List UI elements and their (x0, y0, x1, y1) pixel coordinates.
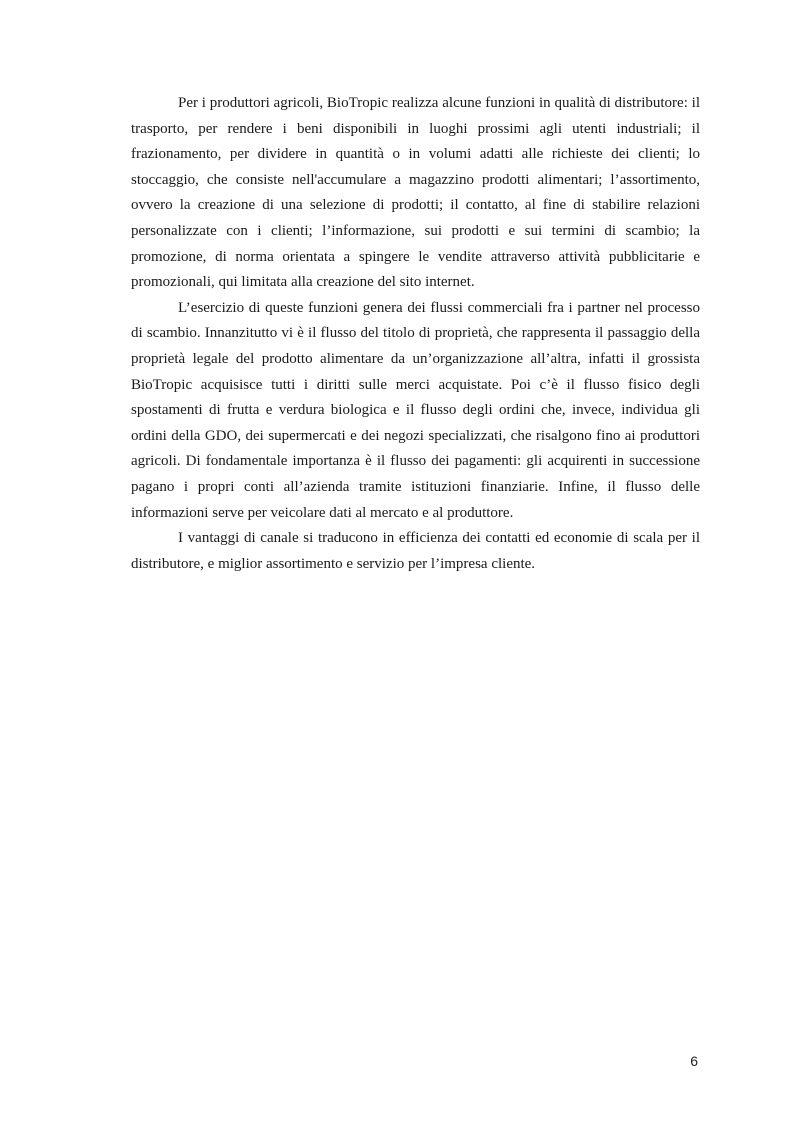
paragraph-channel-advantages: I vantaggi di canale si traducono in efficienza dei contatti ed economie di scala per il distributore, e miglior assortimento e servizio per l’impresa cliente. (131, 530, 700, 572)
page-number: 6 (690, 1053, 698, 1069)
body-text (131, 91, 700, 577)
paragraph-distributor-functions: Per i produttori agricoli, BioTropic realizza alcune funzioni in qualità di distributore: il trasporto, per rendere i beni disponibili in luoghi prossimi agli utenti industriali; il frazionamento, per dividere in quantità o in volumi adatti alle richieste dei clienti; lo stoccaggio, che consiste nell'accumulare a magazzino prodotti alimentari; l’assortimento, ovvero la creazione di una selezione di prodotti; il contatto, al fine di stabilire relazioni personalizzate con i clienti; l’informazione, sui prodotti e sui termini di scambio; la promozione, di norma orientata a spingere le vendite attraverso attività pubblicitarie e promozionali, qui limitata alla creazione del sito internet. (131, 95, 700, 291)
paragraph-commercial-flows: L’esercizio di queste funzioni genera dei flussi commerciali fra i partner nel processo di scambio. Innanzitutto vi è il flusso del titolo di proprietà, che rappresenta il passaggio della proprietà legale del prodotto alimentare da un’organizzazione all’altra, infatti il grossista BioTropic acquisisce tutti i diritti sulle merci acquistate. Poi c’è il flusso fisico degli spostamenti di frutta e verdura biologica e il flusso degli ordini che, invece, individua gli ordini della GDO, dei supermercati e dei negozi specializzati, che risalgono fino ai produttori agricoli. Di fondamentale importanza è il flusso dei pagamenti: gli acquirenti in successione pagano i propri conti all’azienda tramite istituzioni finanziarie. Infine, il flusso delle informazioni serve per veicolare dati al mercato e al produttore. (131, 299, 700, 521)
